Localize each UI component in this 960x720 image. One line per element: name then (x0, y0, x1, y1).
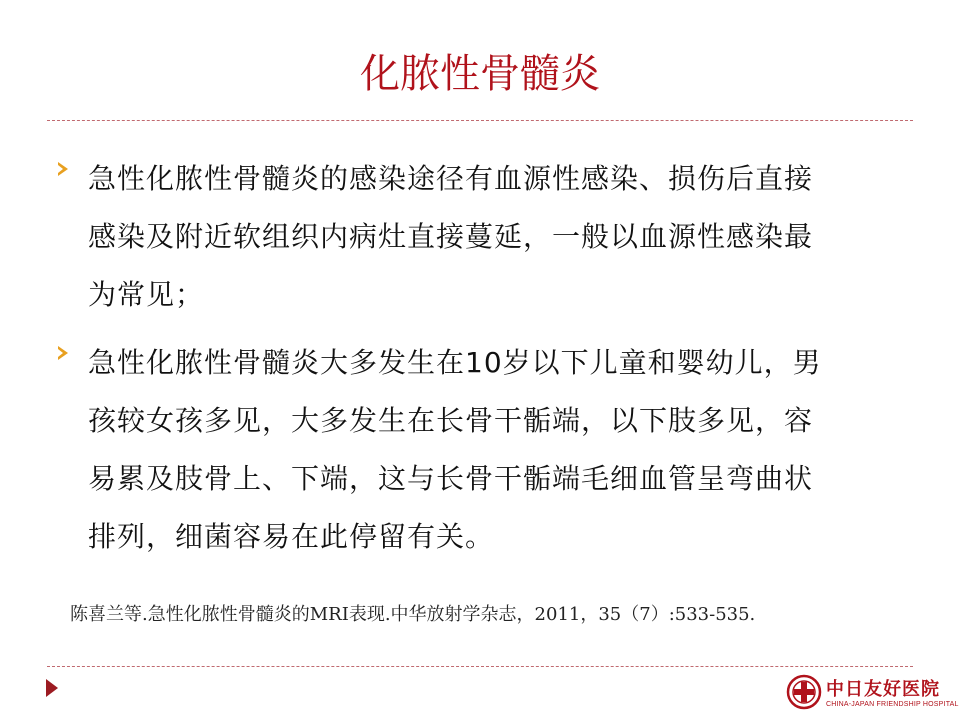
hospital-logo-icon (786, 674, 822, 710)
bullet-line: 为常见； (88, 278, 205, 311)
bullet-arrow-icon (58, 162, 68, 176)
bullet-text-2 (88, 334, 898, 566)
bullet-line: 易累及肢骨上、下端，这与长骨干骺端毛细血管呈弯曲状 (88, 462, 814, 495)
bullet-line: 孩较女孩多见，大多发生在长骨干骺端，以下肢多见，容 (88, 404, 814, 437)
bullet-line: 急性化脓性骨髓炎的感染途径有血源性感染、损伤后直接 (88, 162, 814, 195)
bullet-item-2 (58, 334, 918, 566)
triangle-right-icon (46, 679, 58, 697)
bullet-arrow-icon (58, 346, 68, 360)
logo-name-en: CHINA-JAPAN FRIENDSHIP HOSPITAL (826, 701, 959, 708)
top-divider (47, 120, 913, 121)
bullet-line: 排列，细菌容易在此停留有关。 (88, 520, 495, 553)
bottom-divider (47, 666, 913, 667)
bullet-line: 急性化脓性骨髓炎大多发生在10岁以下儿童和婴幼儿，男 (88, 346, 822, 379)
bullet-text-1 (88, 150, 898, 324)
reference-citation: 陈喜兰等.急性化脓性骨髓炎的MRI表现.中华放射学杂志，2011，35（7）:533-535. (70, 604, 756, 625)
hospital-logo (786, 672, 959, 716)
slide-title: 化脓性骨髓炎 (360, 51, 600, 97)
bullet-line: 感染及附近软组织内病灶直接蔓延，一般以血源性感染最 (88, 220, 814, 253)
bullet-item-1 (58, 150, 918, 324)
logo-name-cn: 中日友好医院 (826, 679, 940, 700)
